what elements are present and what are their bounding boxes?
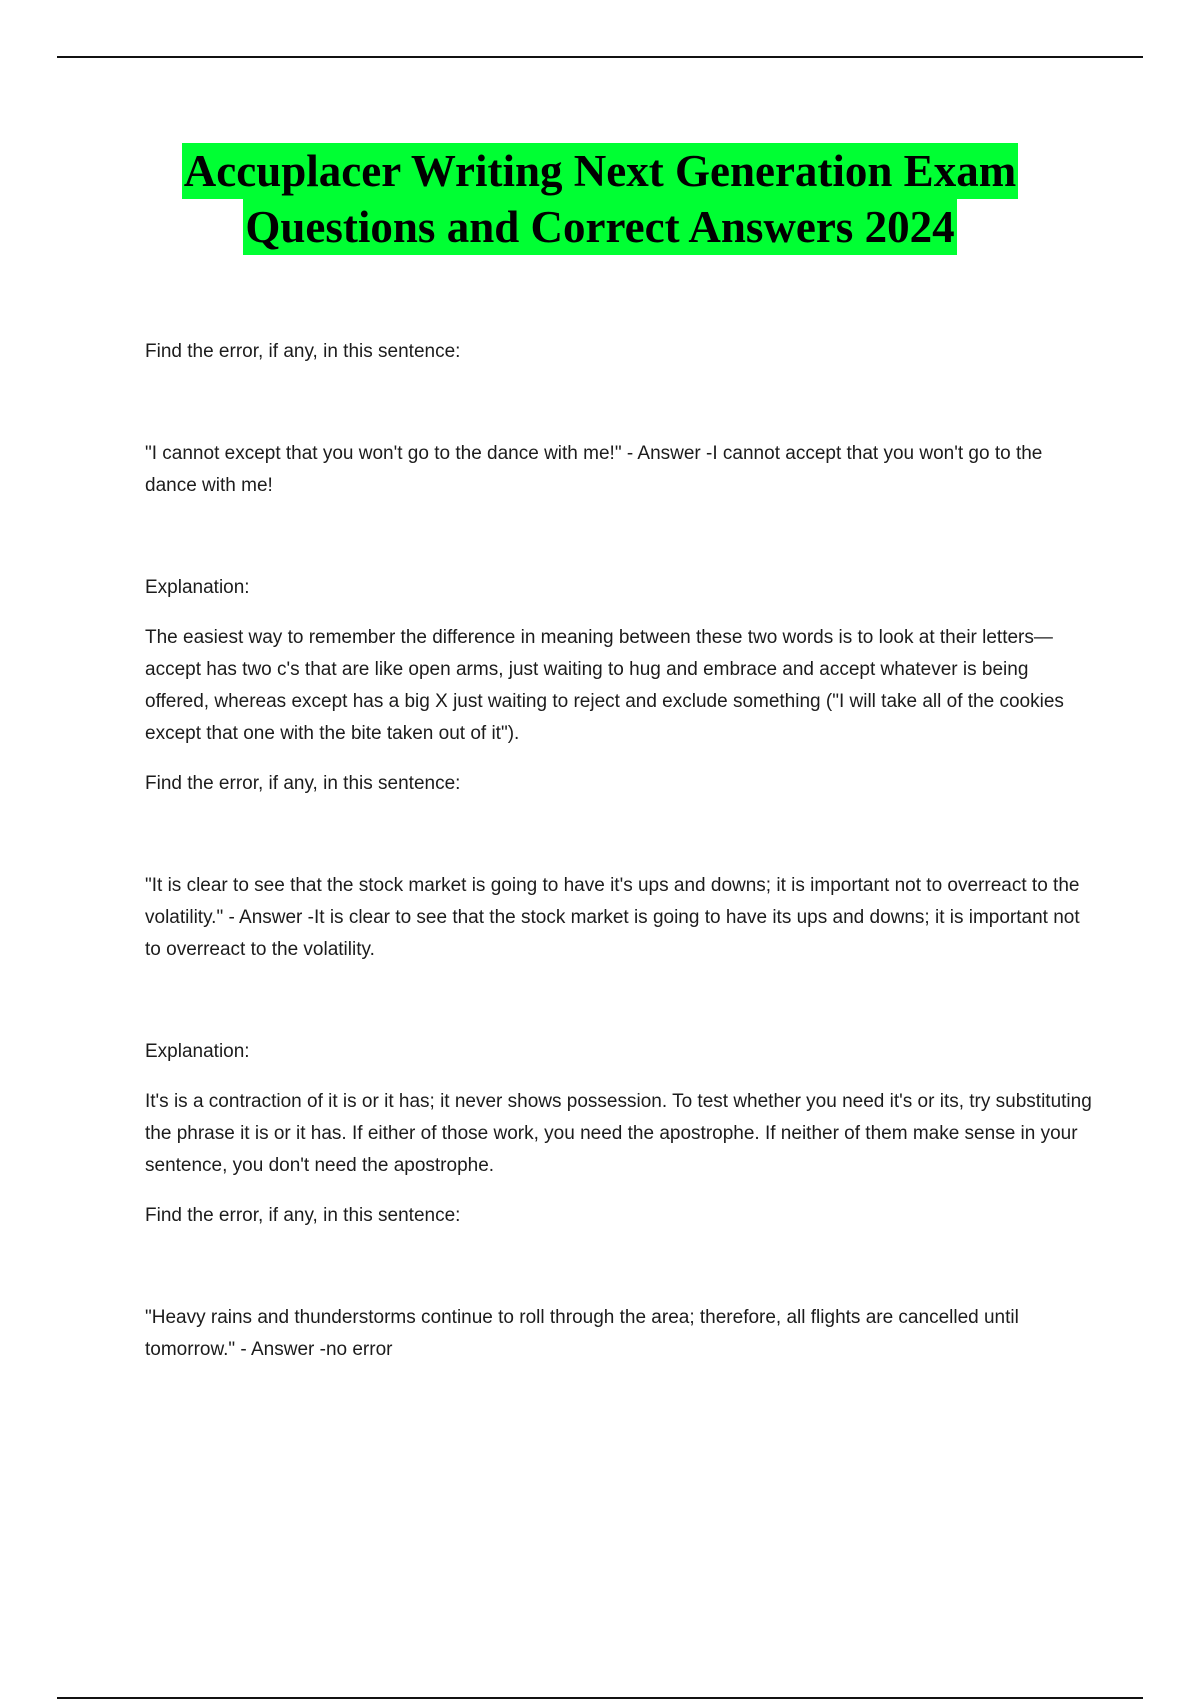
title-line-2: Questions and Correct Answers 2024 (243, 199, 956, 255)
question-1-prompt: Find the error, if any, in this sentence: (145, 341, 461, 362)
question-2-explanation: It's is a contraction of it is or it has; it never shows possession. To test whether you need it's or its, try substituting the phrase it is or it has. If either of those work, you need the apostrophe. If neither of them make sense in your sentence, you don't need the apostrophe. (145, 1091, 1092, 1176)
question-3-answer: "Heavy rains and thunderstorms continue to roll through the area; therefore, all flights are cancelled until tomorrow." - Answer -no error (145, 1307, 1019, 1360)
question-3-prompt: Find the error, if any, in this sentence: (145, 1205, 461, 1226)
bottom-rule (57, 1697, 1143, 1699)
question-1-explanation-label: Explanation: (145, 577, 250, 598)
question-2-prompt: Find the error, if any, in this sentence: (145, 773, 461, 794)
title-line-1: Accuplacer Writing Next Generation Exam (182, 143, 1018, 199)
question-2-answer: "It is clear to see that the stock market is going to have it's ups and downs; it is important not to overreact to the volatility." - Answer -It is clear to see that the stock market is going to have its ups and downs; it is important not to overreact to the volatility. (145, 875, 1080, 960)
question-2-explanation-label: Explanation: (145, 1041, 250, 1062)
top-rule (57, 56, 1143, 58)
document-title (0, 143, 1200, 255)
question-1-explanation: The easiest way to remember the difference in meaning between these two words is to look at their letters—accept has two c's that are like open arms, just waiting to hug and embrace and accept whatever is being offered, whereas except has a big X just waiting to reject and exclude something ("I will take all of the cookies except that one with the bite taken out of it"). (145, 627, 1064, 744)
document-body (145, 336, 1095, 1366)
question-1-answer: "I cannot except that you won't go to the dance with me!" - Answer -I cannot accept that you won't go to the dance with me! (145, 443, 1043, 496)
